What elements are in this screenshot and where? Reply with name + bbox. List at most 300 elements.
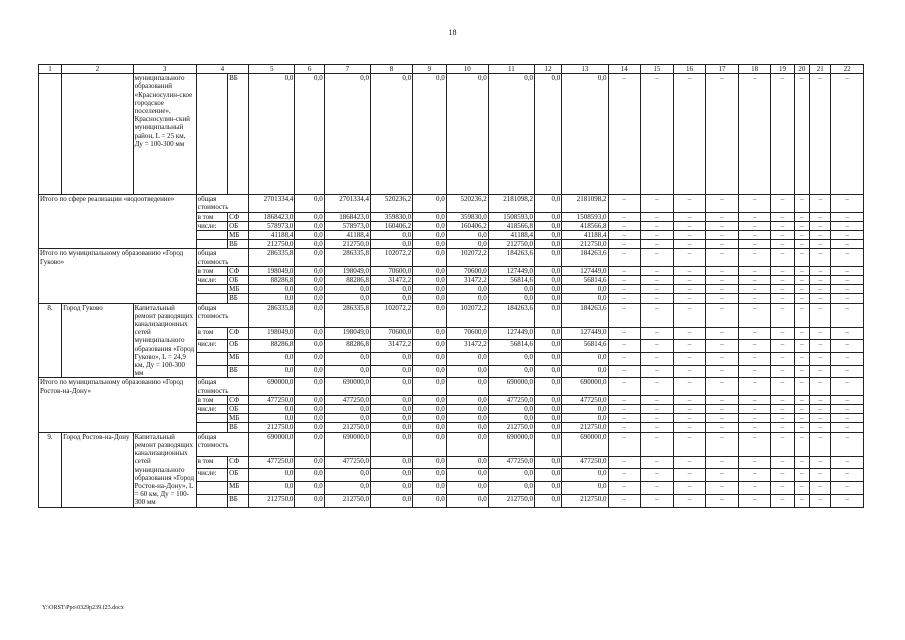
- dash-cell: –: [738, 303, 771, 327]
- dash-cell: –: [810, 266, 831, 275]
- dash-cell: –: [706, 249, 739, 266]
- amount-cell: 690000,0: [488, 432, 534, 456]
- including-label: в том: [196, 395, 228, 404]
- dash-cell: –: [831, 231, 864, 240]
- amount-cell: 0,0: [534, 482, 561, 495]
- amount-cell: 41188,4: [562, 231, 608, 240]
- amount-cell: 0,0: [446, 378, 488, 395]
- amount-cell: 0,0: [324, 353, 370, 366]
- amount-cell: 0,0: [413, 303, 447, 327]
- dash-cell: –: [673, 74, 706, 195]
- amount-cell: 198049,0: [249, 327, 295, 340]
- dash-cell: –: [810, 221, 831, 230]
- dash-cell: –: [608, 74, 641, 195]
- dash-cell: –: [641, 456, 674, 469]
- dash-cell: –: [738, 266, 771, 275]
- dash-cell: –: [794, 212, 810, 221]
- funding-source-code: МБ: [228, 231, 249, 240]
- table-row: [39, 74, 864, 195]
- column-number: 11: [488, 65, 534, 74]
- dash-cell: –: [738, 231, 771, 240]
- amount-cell: 0,0: [371, 294, 413, 303]
- dash-cell: –: [706, 414, 739, 423]
- amount-cell: 0,0: [413, 469, 447, 482]
- amount-cell: 1868423,0: [324, 212, 370, 221]
- project-description: муниципального образований «Красносулин-ское городское поселение», Красносулин-ский муниципальный район, L = 25 км, Ду = 100-300 мм: [133, 74, 196, 195]
- amount-cell: 0,0: [295, 494, 324, 507]
- project-description: Капитальный ремонт разводящих канализационных сетей муниципального образования «Город Гуково», L = 24,9 км, Ду = 100-300 мм: [133, 303, 196, 378]
- amount-cell: 0,0: [534, 249, 561, 266]
- dash-cell: –: [831, 221, 864, 230]
- dash-cell: –: [608, 353, 641, 366]
- amount-cell: 0,0: [295, 395, 324, 404]
- column-number: 8: [371, 65, 413, 74]
- dash-cell: –: [641, 195, 674, 212]
- dash-cell: –: [810, 294, 831, 303]
- dash-cell: –: [794, 353, 810, 366]
- dash-cell: –: [706, 285, 739, 294]
- amount-cell: 0,0: [295, 365, 324, 378]
- dash-cell: –: [641, 221, 674, 230]
- dash-cell: –: [810, 231, 831, 240]
- column-number: 14: [608, 65, 641, 74]
- dash-cell: –: [706, 365, 739, 378]
- amount-cell: 0,0: [324, 365, 370, 378]
- amount-cell: 0,0: [413, 423, 447, 432]
- dash-cell: –: [738, 74, 771, 195]
- dash-cell: –: [831, 294, 864, 303]
- amount-cell: 0,0: [413, 456, 447, 469]
- amount-cell: 0,0: [413, 365, 447, 378]
- amount-cell: 0,0: [488, 469, 534, 482]
- funding-source-code: ВБ: [228, 365, 249, 378]
- dash-cell: –: [810, 240, 831, 249]
- amount-cell: 0,0: [488, 365, 534, 378]
- dash-cell: –: [771, 212, 794, 221]
- dash-cell: –: [810, 249, 831, 266]
- amount-cell: 0,0: [446, 294, 488, 303]
- amount-cell: 0,0: [446, 240, 488, 249]
- funding-source-code: МБ: [228, 353, 249, 366]
- column-number: 1: [39, 65, 62, 74]
- amount-cell: 212750,0: [249, 494, 295, 507]
- amount-cell: 0,0: [249, 353, 295, 366]
- dash-cell: –: [641, 414, 674, 423]
- dash-cell: –: [608, 327, 641, 340]
- dash-cell: –: [771, 432, 794, 456]
- amount-cell: 0,0: [446, 432, 488, 456]
- amount-cell: 0,0: [371, 365, 413, 378]
- amount-cell: 31472,2: [371, 340, 413, 353]
- dash-cell: –: [608, 212, 641, 221]
- amount-cell: 477250,0: [562, 456, 608, 469]
- dash-cell: –: [738, 365, 771, 378]
- amount-cell: 102072,2: [371, 303, 413, 327]
- amount-cell: 0,0: [534, 494, 561, 507]
- column-number: 7: [324, 65, 370, 74]
- amount-cell: 88286,8: [324, 340, 370, 353]
- amount-cell: 0,0: [371, 414, 413, 423]
- amount-cell: 0,0: [324, 405, 370, 414]
- including-label: в том: [196, 266, 228, 275]
- amount-cell: 70600,0: [371, 266, 413, 275]
- dash-cell: –: [794, 231, 810, 240]
- amount-cell: 359830,0: [446, 212, 488, 221]
- dash-cell: –: [738, 340, 771, 353]
- amount-cell: 0,0: [371, 74, 413, 195]
- dash-cell: –: [810, 327, 831, 340]
- dash-cell: –: [608, 405, 641, 414]
- amount-cell: 0,0: [534, 212, 561, 221]
- dash-cell: –: [608, 395, 641, 404]
- amount-cell: 0,0: [534, 365, 561, 378]
- item-number: 9.: [39, 432, 62, 507]
- cost-type-label: общая стоимость: [196, 249, 249, 266]
- dash-cell: –: [608, 231, 641, 240]
- dash-cell: –: [831, 240, 864, 249]
- amount-cell: 160406,2: [371, 221, 413, 230]
- amount-cell: 0,0: [371, 378, 413, 395]
- amount-cell: 0,0: [413, 221, 447, 230]
- dash-cell: –: [641, 353, 674, 366]
- column-number: 13: [562, 65, 608, 74]
- amount-cell: 0,0: [371, 285, 413, 294]
- dash-cell: –: [831, 266, 864, 275]
- amount-cell: 0,0: [446, 423, 488, 432]
- funding-source-code: МБ: [228, 285, 249, 294]
- dash-cell: –: [641, 494, 674, 507]
- including-label: [196, 285, 228, 294]
- dash-cell: –: [794, 74, 810, 195]
- dash-cell: –: [641, 327, 674, 340]
- amount-cell: 70600,0: [371, 327, 413, 340]
- column-number: 6: [295, 65, 324, 74]
- amount-cell: 0,0: [413, 294, 447, 303]
- including-label: [196, 240, 228, 249]
- dash-cell: –: [738, 240, 771, 249]
- amount-cell: 212750,0: [324, 240, 370, 249]
- dash-cell: –: [738, 327, 771, 340]
- amount-cell: 690000,0: [249, 432, 295, 456]
- amount-cell: 41188,4: [249, 231, 295, 240]
- amount-cell: 0,0: [446, 414, 488, 423]
- amount-cell: 102072,2: [371, 249, 413, 266]
- amount-cell: 0,0: [295, 212, 324, 221]
- dash-cell: –: [608, 303, 641, 327]
- amount-cell: 690000,0: [562, 378, 608, 395]
- amount-cell: 0,0: [446, 482, 488, 495]
- amount-cell: 0,0: [295, 266, 324, 275]
- amount-cell: 0,0: [295, 378, 324, 395]
- amount-cell: 184263,6: [562, 249, 608, 266]
- dash-cell: –: [771, 423, 794, 432]
- amount-cell: 0,0: [488, 414, 534, 423]
- dash-cell: –: [641, 285, 674, 294]
- project-description: Капитальный ремонт разводящих канализационных сетей муниципального образования «Город Ростов-на-Дону», L = 60 км, Ду = 100-300 мм: [133, 432, 196, 507]
- amount-cell: 477250,0: [249, 395, 295, 404]
- dash-cell: –: [810, 423, 831, 432]
- amount-cell: 0,0: [446, 456, 488, 469]
- dash-cell: –: [810, 353, 831, 366]
- amount-cell: 127449,0: [488, 327, 534, 340]
- dash-cell: –: [810, 378, 831, 395]
- dash-cell: –: [738, 414, 771, 423]
- dash-cell: –: [771, 405, 794, 414]
- including-label: числе:: [196, 405, 228, 414]
- funding-source-code: СФ: [228, 395, 249, 404]
- dash-cell: –: [706, 456, 739, 469]
- column-number: 15: [641, 65, 674, 74]
- amount-cell: 0,0: [413, 414, 447, 423]
- dash-cell: –: [608, 285, 641, 294]
- amount-cell: 0,0: [295, 221, 324, 230]
- amount-cell: 0,0: [413, 195, 447, 212]
- amount-cell: 127449,0: [562, 327, 608, 340]
- dash-cell: –: [608, 266, 641, 275]
- funding-source-code: ОБ: [228, 276, 249, 285]
- dash-cell: –: [738, 249, 771, 266]
- dash-cell: –: [794, 423, 810, 432]
- amount-cell: 70600,0: [446, 266, 488, 275]
- dash-cell: –: [673, 365, 706, 378]
- amount-cell: 477250,0: [562, 395, 608, 404]
- amount-cell: 0,0: [446, 74, 488, 195]
- including-label: в том: [196, 456, 228, 469]
- dash-cell: –: [794, 276, 810, 285]
- amount-cell: 2181098,2: [488, 195, 534, 212]
- amount-cell: 88286,8: [324, 276, 370, 285]
- amount-cell: 0,0: [534, 240, 561, 249]
- column-number: 2: [62, 65, 133, 74]
- dash-cell: –: [794, 340, 810, 353]
- amount-cell: 0,0: [295, 353, 324, 366]
- dash-cell: –: [794, 405, 810, 414]
- amount-cell: 0,0: [413, 327, 447, 340]
- total-label: Итого по муниципальному образованию «Город Гуково»: [39, 249, 197, 303]
- dash-cell: –: [831, 423, 864, 432]
- amount-cell: 286335,8: [324, 249, 370, 266]
- dash-cell: –: [771, 365, 794, 378]
- amount-cell: 0,0: [446, 494, 488, 507]
- amount-cell: 0,0: [534, 432, 561, 456]
- amount-cell: 0,0: [295, 482, 324, 495]
- amount-cell: 0,0: [371, 353, 413, 366]
- amount-cell: 0,0: [534, 195, 561, 212]
- dash-cell: –: [831, 456, 864, 469]
- amount-cell: 0,0: [534, 340, 561, 353]
- amount-cell: 0,0: [371, 231, 413, 240]
- dash-cell: –: [738, 423, 771, 432]
- dash-cell: –: [794, 414, 810, 423]
- amount-cell: 0,0: [534, 285, 561, 294]
- amount-cell: 0,0: [249, 74, 295, 195]
- funding-source-code: ВБ: [228, 423, 249, 432]
- dash-cell: –: [641, 432, 674, 456]
- dash-cell: –: [641, 469, 674, 482]
- including-label: [196, 494, 228, 507]
- dash-cell: –: [641, 294, 674, 303]
- amount-cell: 41188,4: [488, 231, 534, 240]
- dash-cell: –: [810, 482, 831, 495]
- amount-cell: 184263,6: [488, 249, 534, 266]
- dash-cell: –: [771, 353, 794, 366]
- dash-cell: –: [673, 249, 706, 266]
- amount-cell: 690000,0: [249, 378, 295, 395]
- dash-cell: –: [608, 423, 641, 432]
- amount-cell: 0,0: [562, 414, 608, 423]
- amount-cell: 0,0: [371, 469, 413, 482]
- amount-cell: 0,0: [295, 456, 324, 469]
- dash-cell: –: [831, 212, 864, 221]
- dash-cell: –: [673, 469, 706, 482]
- amount-cell: 0,0: [324, 74, 370, 195]
- dash-cell: –: [831, 353, 864, 366]
- dash-cell: –: [673, 353, 706, 366]
- amount-cell: 477250,0: [249, 456, 295, 469]
- dash-cell: –: [831, 378, 864, 395]
- including-label: числе:: [196, 340, 228, 353]
- dash-cell: –: [738, 276, 771, 285]
- dash-cell: –: [673, 276, 706, 285]
- page-number: 18: [448, 28, 457, 37]
- amount-cell: 0,0: [446, 231, 488, 240]
- amount-cell: 0,0: [413, 378, 447, 395]
- dash-cell: –: [673, 303, 706, 327]
- dash-cell: –: [673, 340, 706, 353]
- dash-cell: –: [738, 378, 771, 395]
- dash-cell: –: [673, 378, 706, 395]
- dash-cell: –: [831, 405, 864, 414]
- funding-source-code: СФ: [228, 327, 249, 340]
- amount-cell: 1508593,0: [562, 212, 608, 221]
- amount-cell: 0,0: [413, 74, 447, 195]
- dash-cell: –: [641, 266, 674, 275]
- amount-cell: 70600,0: [446, 327, 488, 340]
- dash-cell: –: [771, 469, 794, 482]
- dash-cell: –: [794, 432, 810, 456]
- amount-cell: 0,0: [413, 276, 447, 285]
- amount-cell: 0,0: [371, 494, 413, 507]
- table-row: [39, 303, 864, 327]
- including-label: [196, 294, 228, 303]
- amount-cell: 56814,6: [488, 340, 534, 353]
- dash-cell: –: [831, 482, 864, 495]
- amount-cell: 578973,0: [324, 221, 370, 230]
- dash-cell: –: [771, 482, 794, 495]
- amount-cell: 0,0: [295, 231, 324, 240]
- amount-cell: 0,0: [534, 276, 561, 285]
- cost-type-label: общая стоимость: [196, 378, 249, 395]
- amount-cell: 212750,0: [488, 423, 534, 432]
- amount-cell: 0,0: [534, 303, 561, 327]
- amount-cell: 0,0: [324, 294, 370, 303]
- amount-cell: 212750,0: [249, 423, 295, 432]
- dash-cell: –: [608, 432, 641, 456]
- amount-cell: 690000,0: [562, 432, 608, 456]
- dash-cell: –: [771, 266, 794, 275]
- amount-cell: 31472,2: [446, 276, 488, 285]
- amount-cell: 56814,6: [562, 276, 608, 285]
- total-label: Итого по сфере реализации «водоотведение»: [39, 195, 197, 249]
- dash-cell: –: [831, 432, 864, 456]
- amount-cell: 0,0: [413, 353, 447, 366]
- cost-type-label: общая стоимость: [196, 303, 249, 327]
- dash-cell: –: [738, 494, 771, 507]
- amount-cell: 212750,0: [324, 423, 370, 432]
- dash-cell: –: [831, 285, 864, 294]
- amount-cell: 0,0: [488, 285, 534, 294]
- amount-cell: 0,0: [446, 405, 488, 414]
- amount-cell: 0,0: [534, 469, 561, 482]
- including-label: [196, 414, 228, 423]
- dash-cell: –: [794, 469, 810, 482]
- amount-cell: 1868423,0: [249, 212, 295, 221]
- funding-source-code: СФ: [228, 212, 249, 221]
- amount-cell: 0,0: [295, 294, 324, 303]
- dash-cell: –: [706, 340, 739, 353]
- amount-cell: 184263,6: [562, 303, 608, 327]
- amount-cell: 127449,0: [562, 266, 608, 275]
- amount-cell: 0,0: [413, 212, 447, 221]
- dash-cell: –: [794, 365, 810, 378]
- amount-cell: 0,0: [534, 456, 561, 469]
- amount-cell: 41188,4: [324, 231, 370, 240]
- dash-cell: –: [810, 494, 831, 507]
- dash-cell: –: [641, 405, 674, 414]
- dash-cell: –: [810, 395, 831, 404]
- amount-cell: 0,0: [534, 294, 561, 303]
- amount-cell: 0,0: [562, 285, 608, 294]
- amount-cell: 520236,2: [446, 195, 488, 212]
- dash-cell: –: [810, 365, 831, 378]
- dash-cell: –: [738, 395, 771, 404]
- dash-cell: –: [810, 74, 831, 195]
- amount-cell: 0,0: [488, 405, 534, 414]
- including-label: числе:: [196, 276, 228, 285]
- dash-cell: –: [794, 482, 810, 495]
- funding-source-code: ВБ: [228, 74, 249, 195]
- dash-cell: –: [831, 303, 864, 327]
- amount-cell: 2181098,2: [562, 195, 608, 212]
- dash-cell: –: [771, 294, 794, 303]
- amount-cell: 0,0: [249, 294, 295, 303]
- including-label: [196, 353, 228, 366]
- dash-cell: –: [641, 240, 674, 249]
- dash-cell: –: [706, 195, 739, 212]
- dash-cell: –: [794, 285, 810, 294]
- amount-cell: 0,0: [295, 405, 324, 414]
- amount-cell: 127449,0: [488, 266, 534, 275]
- amount-cell: 477250,0: [488, 395, 534, 404]
- dash-cell: –: [771, 240, 794, 249]
- dash-cell: –: [771, 195, 794, 212]
- dash-cell: –: [608, 365, 641, 378]
- amount-cell: 160406,2: [446, 221, 488, 230]
- amount-cell: 212750,0: [324, 494, 370, 507]
- dash-cell: –: [706, 395, 739, 404]
- amount-cell: 690000,0: [324, 432, 370, 456]
- column-number: 22: [831, 65, 864, 74]
- amount-cell: 0,0: [295, 414, 324, 423]
- funding-source-code: СФ: [228, 266, 249, 275]
- amount-cell: 477250,0: [488, 456, 534, 469]
- dash-cell: –: [794, 395, 810, 404]
- dash-cell: –: [608, 414, 641, 423]
- amount-cell: 0,0: [446, 395, 488, 404]
- dash-cell: –: [794, 249, 810, 266]
- dash-cell: –: [831, 494, 864, 507]
- amount-cell: 0,0: [562, 469, 608, 482]
